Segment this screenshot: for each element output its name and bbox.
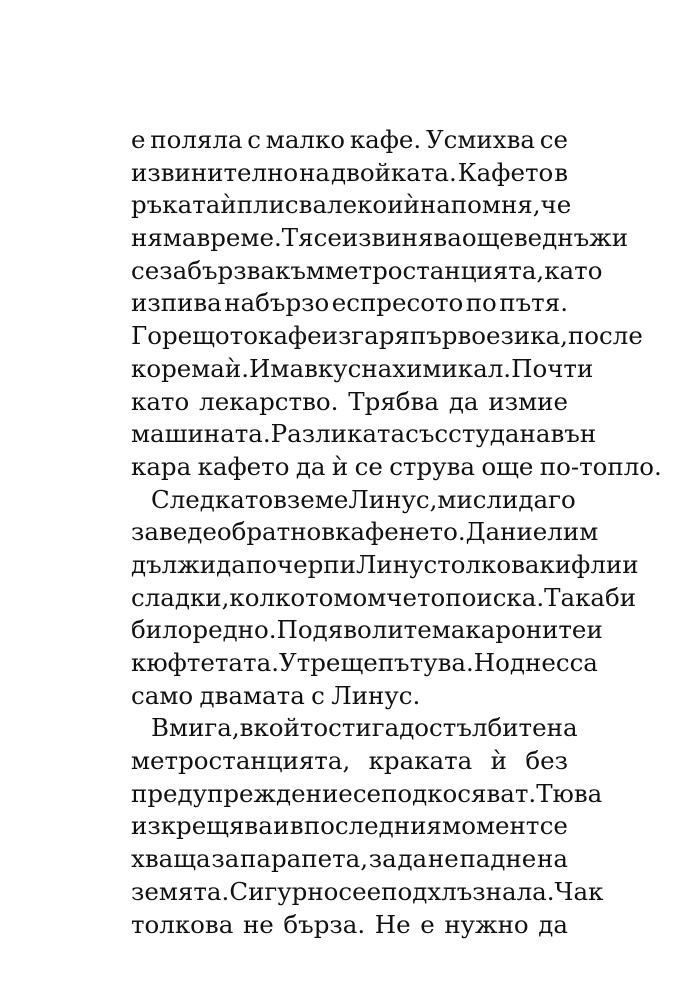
- text-line: корема ѝ. Има вкус на химикал. Почти: [131, 353, 594, 383]
- paragraph: [131, 484, 639, 713]
- text-line: Горещото кафе изгаря първо езика, после: [131, 321, 643, 351]
- text-line: сладки, колкото момчето поиска. Така би: [131, 582, 637, 612]
- body-text: [131, 124, 662, 941]
- text-line: ръката ѝ плисва леко и ѝ напомня, че: [131, 190, 572, 220]
- text-line: само двамата с Линус.: [131, 680, 421, 710]
- text-line: изкрещява и в последния момент се: [131, 811, 568, 841]
- text-line: дължи да почерпи Линус толкова кифли и: [131, 549, 639, 579]
- text-line: предупреждение се подкосяват. Тюва: [131, 778, 603, 808]
- text-line: хваща за парапета, за да не падне на: [131, 844, 568, 874]
- text-line: кюфтетата. Утре ще пътува. Но днес са: [131, 648, 598, 677]
- text-line: земята. Сигурно се е подхлъзнала. Чак: [131, 876, 604, 906]
- text-line: толкова не бърза. Не е нужно да: [131, 909, 568, 939]
- text-line: като лекарство. Трябва да измие: [131, 386, 568, 416]
- text-line: След като вземе Линус, мисли да го: [151, 484, 576, 514]
- text-line: В мига, в който стига до стълбите на: [151, 713, 578, 743]
- text-line: се забързва към метростанцията, като: [131, 255, 603, 285]
- text-line: машината. Разликата със студа навън: [131, 419, 597, 449]
- text-line: извинително на двойката. Кафето в: [131, 157, 568, 187]
- text-line: било редно. По дяволите макароните и: [131, 615, 603, 645]
- text-line: няма време. Тя се извинява още веднъж и: [131, 223, 629, 253]
- text-line: заведе обратно в кафенето. Даниел им: [131, 517, 599, 547]
- text-line: изпива набързо еспресото по пътя.: [131, 288, 568, 318]
- text-line: кара кафето да ѝ се струва още по-топло.: [131, 451, 662, 481]
- paragraph: [131, 712, 604, 941]
- text-line: е поляла с малко кафе. Усмихва се: [131, 125, 568, 154]
- paragraph: [131, 124, 662, 484]
- text-line: метростанцията, краката ѝ без: [131, 746, 568, 776]
